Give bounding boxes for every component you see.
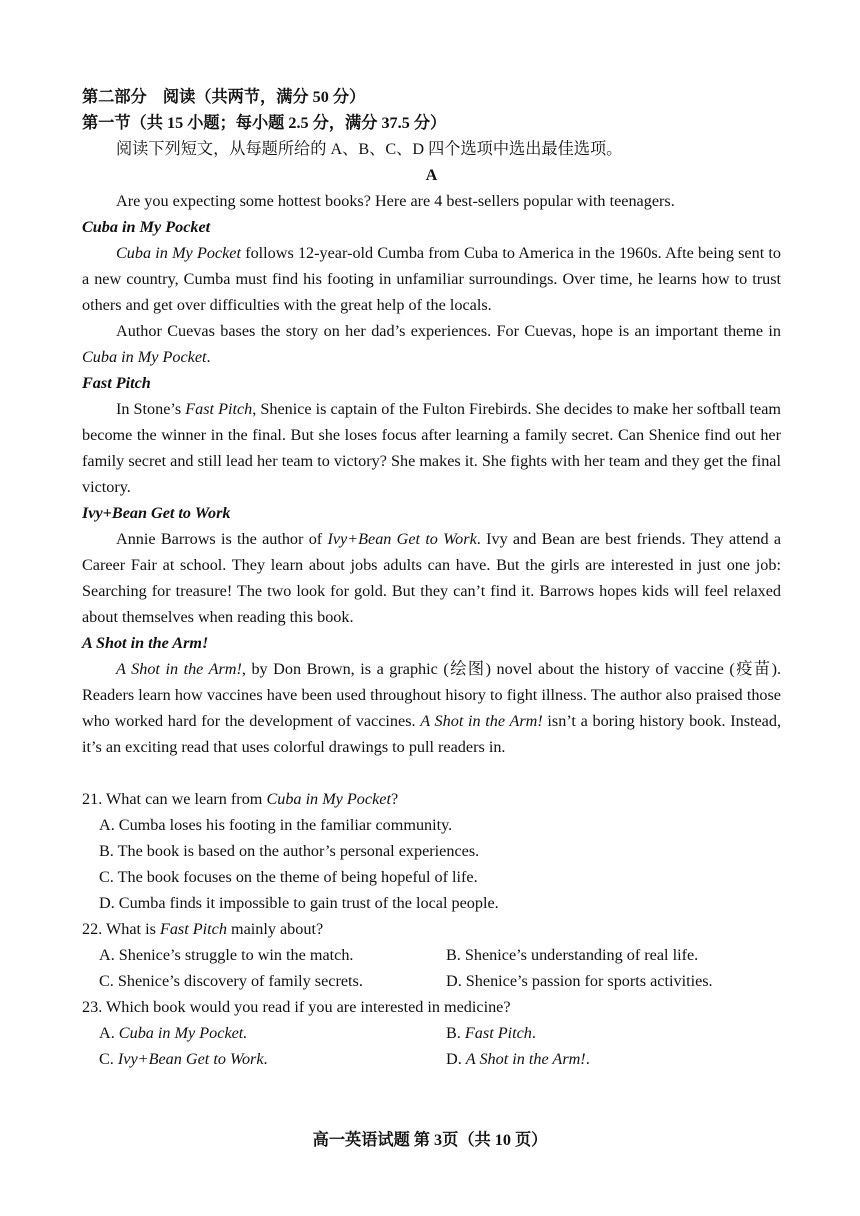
book-title-inline: Cuba in My Pocket bbox=[116, 244, 241, 262]
book-paragraph bbox=[82, 396, 781, 500]
paragraph-text: Annie Barrows is the author of bbox=[116, 530, 328, 548]
answer-option-row bbox=[82, 942, 781, 968]
option-book-title: Cuba in My Pocket. bbox=[118, 1024, 248, 1042]
stem-text: ? bbox=[390, 790, 399, 808]
book-title-inline: Cuba in My Pocket bbox=[82, 348, 207, 366]
book-title-ivy-bean: Ivy+Bean Get to Work bbox=[82, 504, 231, 522]
book-title-inline: A Shot in the Arm! bbox=[116, 660, 242, 678]
question-stem: 23. Which book would you read if you are interested in medicine? bbox=[82, 998, 511, 1016]
option-text: . bbox=[585, 1050, 590, 1068]
book-title-inline: A Shot in the Arm! bbox=[420, 712, 543, 730]
option-letter: D. bbox=[446, 1050, 466, 1068]
passage-intro: Are you expecting some hottest books? Here are 4 best-sellers popular with teenagers. bbox=[116, 192, 675, 210]
paragraph-text: . bbox=[206, 348, 211, 366]
book-title-fast-pitch: Fast Pitch bbox=[82, 374, 151, 392]
answer-option: C. Shenice’s discovery of family secrets. bbox=[99, 972, 363, 990]
stem-text: mainly about? bbox=[226, 920, 324, 938]
answer-option: D. Shenice’s passion for sports activities. bbox=[446, 972, 713, 990]
option-letter: B. bbox=[446, 1024, 465, 1042]
answer-option: B. Shenice’s understanding of real life. bbox=[446, 946, 699, 964]
answer-option bbox=[446, 1020, 536, 1046]
subsection-heading: 第一节（共 15 小题；每小题 2.5 分，满分 37.5 分） bbox=[82, 114, 447, 132]
paragraph-text: , Shenice is captain of the Fulton Firebirds. She decides to make her softball team become the winner in the final. But she loses focus after learning a family secret. Can Shenice find out her family secret and still lead her team to victory? She makes it. She fights with her team and they get the final victory. bbox=[82, 400, 781, 496]
answer-option: D. Cumba finds it impossible to gain trust of the local people. bbox=[99, 894, 499, 912]
option-letter: C. bbox=[99, 1050, 118, 1068]
book-title-cuba: Cuba in My Pocket bbox=[82, 218, 211, 236]
stem-text: 21. What can we learn from bbox=[82, 790, 267, 808]
answer-option: C. The book focuses on the theme of being hopeful of life. bbox=[99, 868, 478, 886]
answer-option bbox=[99, 1020, 446, 1046]
passage-letter: A bbox=[425, 166, 438, 184]
book-title-inline: Ivy+Bean Get to Work bbox=[327, 530, 477, 548]
answer-option-row bbox=[82, 1020, 781, 1046]
paragraph-text: isn’t a boring history book. Instead, it’s an exciting read that uses colorful drawings to pull readers in. bbox=[82, 712, 781, 756]
paragraph-text: . Ivy and Bean are best friends. They attend a Career Fair at school. They learn about jobs adults can have. But the girls are interested in just one job: Searching for treasure! The two look for gold. But they can’t find it. Barrows hopes kids will feel relaxed about themselves when reading this book. bbox=[82, 530, 782, 626]
answer-option: A. Cumba loses his footing in the familiar community. bbox=[99, 816, 453, 834]
paragraph-text: In Stone’s bbox=[116, 400, 186, 418]
question-stem bbox=[82, 916, 781, 942]
instruction-text: 阅读下列短文，从每题所给的 A、B、C、D 四个选项中选出最佳选项。 bbox=[116, 140, 623, 158]
answer-option-row bbox=[82, 968, 781, 994]
part-heading: 第二部分 阅读（共两节，满分 50 分） bbox=[82, 88, 366, 106]
paragraph-text: Author Cuevas bases the story on her dad’s experiences. For Cuevas, hope is an important theme in bbox=[116, 322, 781, 340]
book-paragraph bbox=[82, 240, 781, 318]
page-footer: 高一英语试题 第 3页（共 10 页） bbox=[312, 1131, 548, 1149]
stem-book-title: Fast Pitch bbox=[159, 920, 227, 938]
paragraph-text: , by Don Brown, is a graphic (绘图) novel about the history of vaccine (疫苗). Readers learn how vaccines have been used throughout hisory to fight illness. The author also praised those who worked hard for the development of vaccines. bbox=[82, 660, 782, 730]
option-book-title: A Shot in the Arm! bbox=[465, 1050, 586, 1068]
stem-book-title: Cuba in My Pocket bbox=[266, 790, 391, 808]
answer-option-row bbox=[82, 1046, 781, 1072]
book-title-inline: Fast Pitch bbox=[185, 400, 253, 418]
option-text: . bbox=[263, 1050, 268, 1068]
option-book-title: Fast Pitch bbox=[464, 1024, 532, 1042]
paragraph-text: follows 12-year-old Cumba from Cuba to America in the 1960s. Afte being sent to a new country, Cumba must find his footing in unfamiliar surroundings. Over time, he learns how to trust others and get over difficulties with the great help of the locals. bbox=[82, 244, 781, 314]
book-title-shot-in-arm: A Shot in the Arm! bbox=[82, 634, 209, 652]
answer-option: A. Shenice’s struggle to win the match. bbox=[99, 946, 354, 964]
book-paragraph bbox=[82, 526, 781, 630]
spacer bbox=[82, 760, 781, 786]
exam-page bbox=[82, 84, 781, 1072]
answer-option: B. The book is based on the author’s personal experiences. bbox=[99, 842, 480, 860]
book-paragraph bbox=[82, 656, 781, 760]
answer-option bbox=[446, 1046, 590, 1072]
option-letter: A. bbox=[99, 1024, 119, 1042]
stem-text: 22. What is bbox=[82, 920, 160, 938]
question-stem bbox=[82, 786, 781, 812]
option-text: . bbox=[531, 1024, 536, 1042]
answer-option bbox=[99, 1046, 446, 1072]
book-paragraph bbox=[82, 318, 781, 370]
option-book-title: Ivy+Bean Get to Work bbox=[117, 1050, 264, 1068]
